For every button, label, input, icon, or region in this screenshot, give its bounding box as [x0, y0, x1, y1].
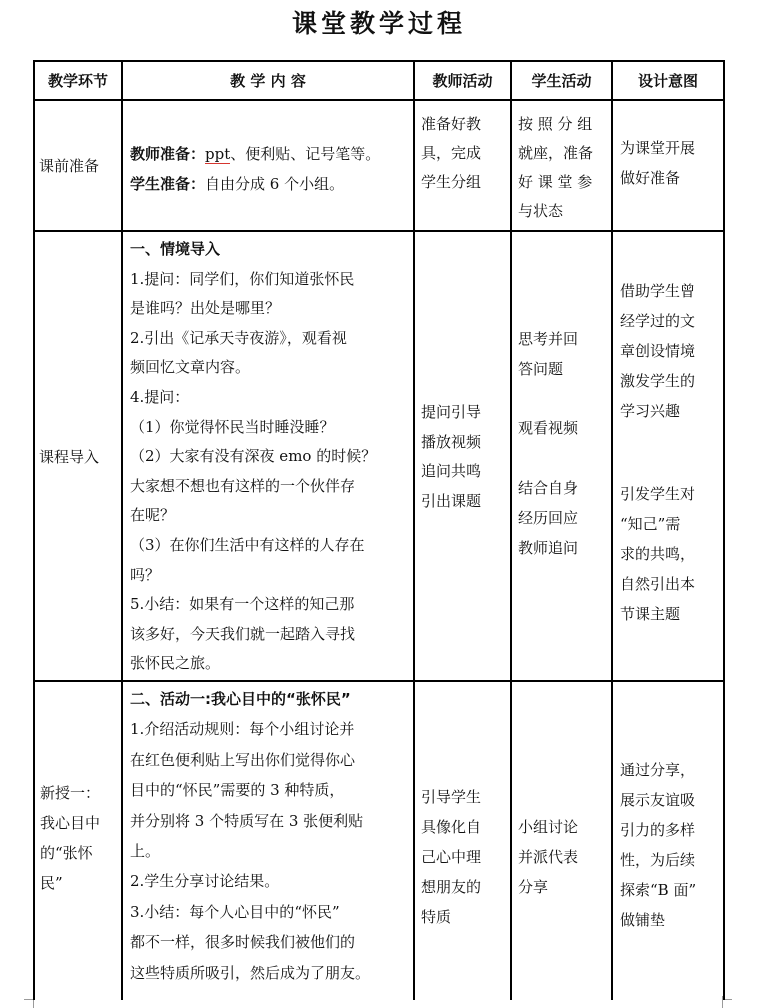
- design-intent-line: 做铺垫: [620, 911, 666, 929]
- teacher-activity-line: 引导学生: [421, 788, 482, 806]
- teacher-activity-cell: [421, 110, 509, 197]
- content-line: [130, 139, 412, 169]
- content-line: （3）在你们生活中有这样的人存在: [130, 535, 365, 554]
- teacher-activity-line: 引出课题: [421, 491, 482, 510]
- content-line: （2）大家有没有深夜 emo 的时候？: [130, 447, 377, 466]
- student-prep-text: 自由分成 6 个小组。: [205, 175, 345, 193]
- stage-label: 的“张怀: [40, 844, 93, 862]
- column-divider: [611, 60, 613, 1000]
- student-activity-cell: [518, 473, 610, 563]
- content-line: 都不一样，很多时候我们被他们的: [130, 933, 356, 952]
- stage-label: 新授一：: [40, 784, 101, 802]
- student-activity-line: 好 课 堂 参: [518, 173, 593, 191]
- design-intent-line: 为课堂开展: [620, 139, 696, 157]
- student-activity-line: 就座，准备: [518, 144, 594, 162]
- design-intent-cell: [620, 276, 722, 426]
- content-line: [130, 169, 412, 199]
- content-line: 4.提问：: [130, 387, 190, 406]
- teacher-activity-line: 准备好教: [421, 115, 482, 133]
- design-intent-line: 节课主题: [620, 605, 681, 623]
- design-intent-line: 激发学生的: [620, 372, 696, 390]
- content-line: 3.小结：每个人心目中的“怀民”: [130, 902, 340, 921]
- teacher-activity-line: 提问引导: [421, 403, 482, 421]
- design-intent-line: 引力的多样: [620, 821, 696, 839]
- table-border-right: [723, 60, 725, 1000]
- content-line: 在呢？: [130, 506, 176, 525]
- content-line: 该多好，今天我们就一起踏入寻找: [130, 624, 356, 643]
- student-activity-line: 结合自身: [518, 479, 579, 497]
- student-activity-cell: [518, 324, 610, 384]
- teacher-prep-label: 教师准备：: [130, 145, 206, 163]
- design-intent-line: 求的共鸣，: [620, 545, 696, 563]
- student-activity-cell: [518, 812, 610, 902]
- header-content: 教 学 内 容: [230, 72, 306, 90]
- student-activity-line: 分享: [518, 878, 549, 896]
- row-divider: [33, 230, 725, 232]
- teacher-activity-line: 播放视频: [421, 432, 482, 451]
- design-intent-line: “知己”需: [620, 515, 681, 533]
- header-stage: 教学环节: [47, 72, 108, 90]
- teacher-prep-text: 、便利贴、记号笔等。: [230, 145, 381, 163]
- design-intent-line: 学习兴趣: [620, 402, 681, 420]
- teacher-activity-line: 具，完成: [421, 144, 482, 162]
- teacher-activity-line: 学生分组: [421, 173, 482, 191]
- stage-label: 课前准备: [39, 157, 100, 175]
- teacher-activity-line: 追问共鸣: [421, 462, 482, 480]
- column-divider: [510, 60, 512, 1000]
- stage-cell: [39, 232, 121, 680]
- content-line: 目中的“怀民”需要的 3 种特质，: [130, 781, 345, 800]
- content-cell: [130, 684, 412, 988]
- design-intent-line: 通过分享，: [620, 761, 696, 779]
- student-activity-line: 小组讨论: [518, 818, 579, 836]
- content-line: 张怀民之旅。: [130, 654, 221, 673]
- content-line: 上。: [130, 842, 161, 861]
- content-line: 1.提问：同学们，你们知道张怀民: [130, 269, 355, 288]
- header-teacher-activity: 教师活动: [432, 72, 493, 90]
- row-divider: [33, 99, 725, 101]
- design-intent-line: 展示友谊吸: [620, 791, 696, 809]
- content-line: 1.介绍活动规则：每个小组讨论并: [130, 720, 355, 739]
- design-intent-line: 引发学生对: [620, 485, 696, 503]
- student-activity-line: 教师追问: [518, 539, 579, 557]
- student-activity-cell: [518, 110, 610, 226]
- design-intent-cell: [620, 479, 722, 629]
- content-line: 吗？: [130, 565, 161, 584]
- student-prep-label: 学生准备：: [130, 175, 206, 193]
- page-title: 课堂教学过程: [291, 9, 466, 38]
- row-divider: [33, 680, 725, 682]
- student-activity-line: 答问题: [518, 360, 564, 378]
- design-intent-line: 自然引出本: [620, 575, 696, 593]
- design-intent-cell: [620, 133, 722, 193]
- content-line: 5.小结：如果有一个这样的知己那: [130, 595, 355, 614]
- student-activity-line: 按 照 分 组: [518, 115, 593, 133]
- student-activity-line: 思考并回: [518, 330, 579, 348]
- content-line: 是谁吗？出处是哪里？: [130, 299, 281, 318]
- stage-cell: [39, 101, 121, 230]
- stage-label: 民”: [40, 874, 63, 892]
- stage-label: 我心目中: [40, 814, 101, 832]
- header-student-activity: 学生活动: [531, 72, 592, 90]
- content-line: 大家想不想也有这样的一个伙伴存: [130, 476, 356, 495]
- content-line: 这些特质所吸引，然后成为了朋友。: [130, 963, 371, 982]
- content-line: 2.学生分享讨论结果。: [130, 872, 280, 891]
- teacher-activity-line: 己心中理: [421, 848, 482, 866]
- design-intent-line: 章创设情境: [620, 342, 696, 360]
- design-intent-line: 性，为后续: [620, 851, 696, 869]
- student-activity-line: 观看视频: [518, 419, 579, 437]
- design-intent-cell: [620, 755, 722, 935]
- teacher-activity-line: 特质: [421, 908, 452, 926]
- content-cell: [130, 235, 412, 679]
- teacher-activity-line: 想朋友的: [421, 878, 482, 896]
- column-divider: [413, 60, 415, 1000]
- table-border-left: [33, 60, 35, 1000]
- design-intent-line: 经学过的文: [620, 312, 696, 330]
- design-intent-line: 借助学生曾: [620, 282, 696, 300]
- design-intent-line: 探索“B 面”: [620, 881, 697, 899]
- teacher-activity-cell: [421, 782, 509, 932]
- column-divider: [121, 60, 123, 1000]
- content-cell: [130, 139, 412, 199]
- content-line: 2.引出《记承天寺夜游》，观看视: [130, 328, 347, 347]
- section-heading: 二、活动一:我心目中的“张怀民”: [130, 690, 351, 708]
- section-heading: 一、情境导入: [130, 240, 221, 258]
- student-activity-line: 经历回应: [518, 509, 579, 527]
- ppt-text: ppt: [205, 145, 231, 163]
- content-line: （1）你觉得怀民当时睡没睡？: [130, 417, 335, 436]
- content-line: 在红色便利贴上写出你们觉得你心: [130, 750, 356, 769]
- student-activity-line: 与状态: [518, 202, 564, 220]
- student-activity-cell: [518, 413, 610, 443]
- design-intent-line: 做好准备: [620, 169, 681, 187]
- stage-cell: [40, 778, 120, 898]
- content-line: 频回忆文章内容。: [130, 358, 251, 377]
- stage-label: 课程导入: [39, 447, 100, 466]
- header-design-intent: 设计意图: [637, 72, 698, 90]
- teacher-activity-line: 具像化自: [421, 818, 482, 836]
- teacher-activity-cell: [421, 398, 509, 516]
- student-activity-line: 并派代表: [518, 848, 579, 866]
- content-line: 并分别将 3 个特质写在 3 张便利贴: [130, 811, 364, 830]
